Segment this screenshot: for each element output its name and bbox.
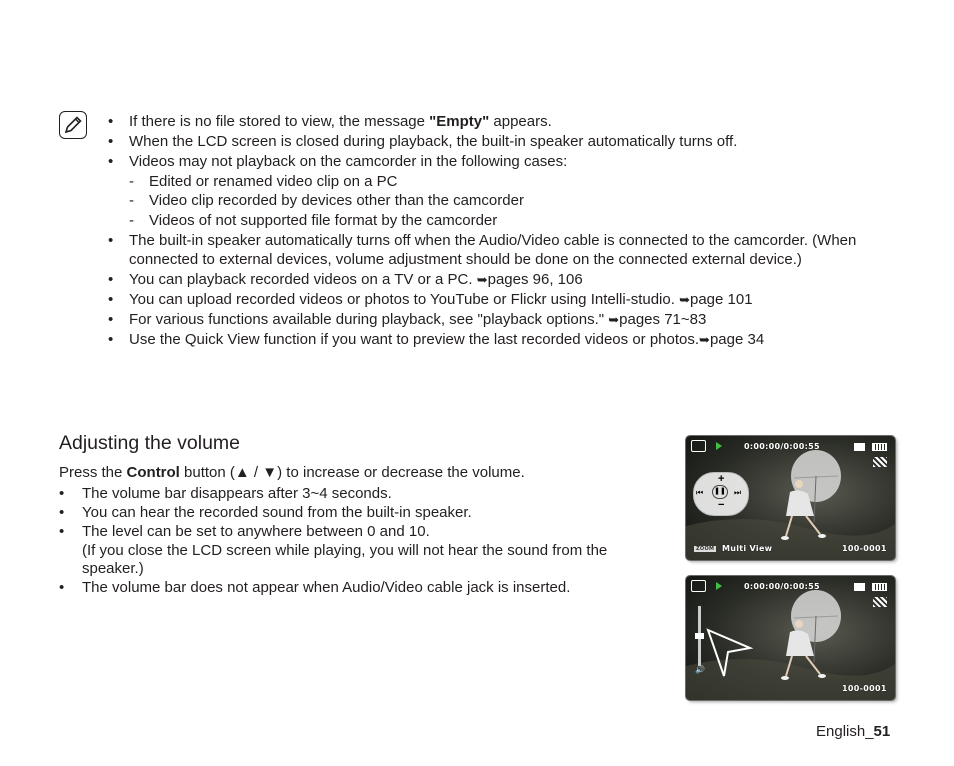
multi-view-label[interactable]: Multi View xyxy=(722,544,773,553)
rewind-icon[interactable]: ⏮ xyxy=(696,488,704,497)
fast-forward-icon[interactable]: ⏭ xyxy=(734,488,742,497)
note-item: • Videos may not playback on the camcorder in the following cases: - Edited or renamed video clip on a PC - Video clip recorded by devices other than the camcorder - Videos of not supported file format by the camcorder xyxy=(108,152,908,230)
note-item: • The built-in speaker automatically turns off when the Audio/Video cable is connected to the camcorder. (When connected to external devices, volume adjustment should be done on the connected external device.) xyxy=(108,231,908,270)
memo-pencil-icon xyxy=(59,111,87,139)
section-title: Adjusting the volume xyxy=(59,432,241,454)
volume-bar[interactable] xyxy=(698,606,701,666)
battery-icon xyxy=(872,443,887,451)
note-item: • When the LCD screen is closed during playback, the built-in speaker automatically turns off. xyxy=(108,132,908,152)
volume-bullets xyxy=(59,485,639,598)
volume-bullet: • The volume bar does not appear when Audio/Video cable jack is inserted. xyxy=(59,579,639,598)
volume-bar-knob[interactable] xyxy=(695,633,704,639)
note-item: • You can upload recorded videos or photos to YouTube or Flickr using Intelli-studio. ➥page 101 xyxy=(108,290,908,310)
file-number: 100-0001 xyxy=(842,544,887,553)
page-ref-arrow-icon: ➥ xyxy=(608,312,620,327)
volume-up-icon[interactable]: + xyxy=(718,473,725,485)
timecode: 0:00:00/0:00:55 xyxy=(744,582,820,591)
playback-scene xyxy=(686,576,895,700)
volume-bullet: • The level can be set to anywhere between 0 and 10. (If you close the LCD screen while playing, you will not hear the sound from the speaker.) xyxy=(59,523,639,579)
video-mode-icon xyxy=(691,440,706,452)
video-mode-icon xyxy=(691,580,706,592)
notes-list xyxy=(108,112,908,350)
note-item: • For various functions available during playback, see "playback options." ➥pages 71~83 xyxy=(108,310,908,330)
playback-screen-control xyxy=(686,436,895,560)
page-footer: English_51 xyxy=(816,723,891,740)
note-subitem: - Edited or renamed video clip on a PC xyxy=(129,172,908,192)
quality-icon xyxy=(873,597,887,607)
zoom-badge[interactable]: ZOOM xyxy=(696,546,715,552)
battery-icon xyxy=(872,583,887,591)
triangle-down-icon: ▼ xyxy=(262,464,278,481)
triangle-up-icon: ▲ xyxy=(234,464,250,481)
note-item: • You can playback recorded videos on a TV or a PC. ➥pages 96, 106 xyxy=(108,270,908,290)
page-ref-arrow-icon: ➥ xyxy=(476,272,488,287)
volume-intro: Press the Control button (▲ / ▼) to increase or decrease the volume. xyxy=(59,464,525,481)
quality-icon xyxy=(873,457,887,467)
note-item: • If there is no file stored to view, the message "Empty" appears. xyxy=(108,112,908,132)
volume-bullet: • You can hear the recorded sound from the built-in speaker. xyxy=(59,504,639,523)
playback-screen-volume xyxy=(686,576,895,700)
page-ref-arrow-icon: ➥ xyxy=(679,292,690,307)
pause-icon[interactable]: ❚❚ xyxy=(712,485,728,499)
control-pad xyxy=(693,472,749,516)
note-sublist xyxy=(129,172,908,231)
note-subitem: - Video clip recorded by devices other than the camcorder xyxy=(129,191,908,211)
note-subitem: - Videos of not supported file format by the camcorder xyxy=(129,211,908,231)
page-ref-arrow-icon: ➥ xyxy=(699,332,710,347)
card-icon xyxy=(854,443,865,451)
speaker-icon: 🔊 xyxy=(695,665,705,674)
file-number: 100-0001 xyxy=(842,684,887,693)
timecode: 0:00:00/0:00:55 xyxy=(744,442,820,451)
volume-down-icon[interactable]: − xyxy=(718,499,725,511)
play-status-icon xyxy=(716,582,722,590)
volume-bullet: • The volume bar disappears after 3~4 seconds. xyxy=(59,485,639,504)
play-status-icon xyxy=(716,442,722,450)
card-icon xyxy=(854,583,865,591)
note-item: • Use the Quick View function if you want to preview the last recorded videos or photos.➥page 34 xyxy=(108,330,908,350)
